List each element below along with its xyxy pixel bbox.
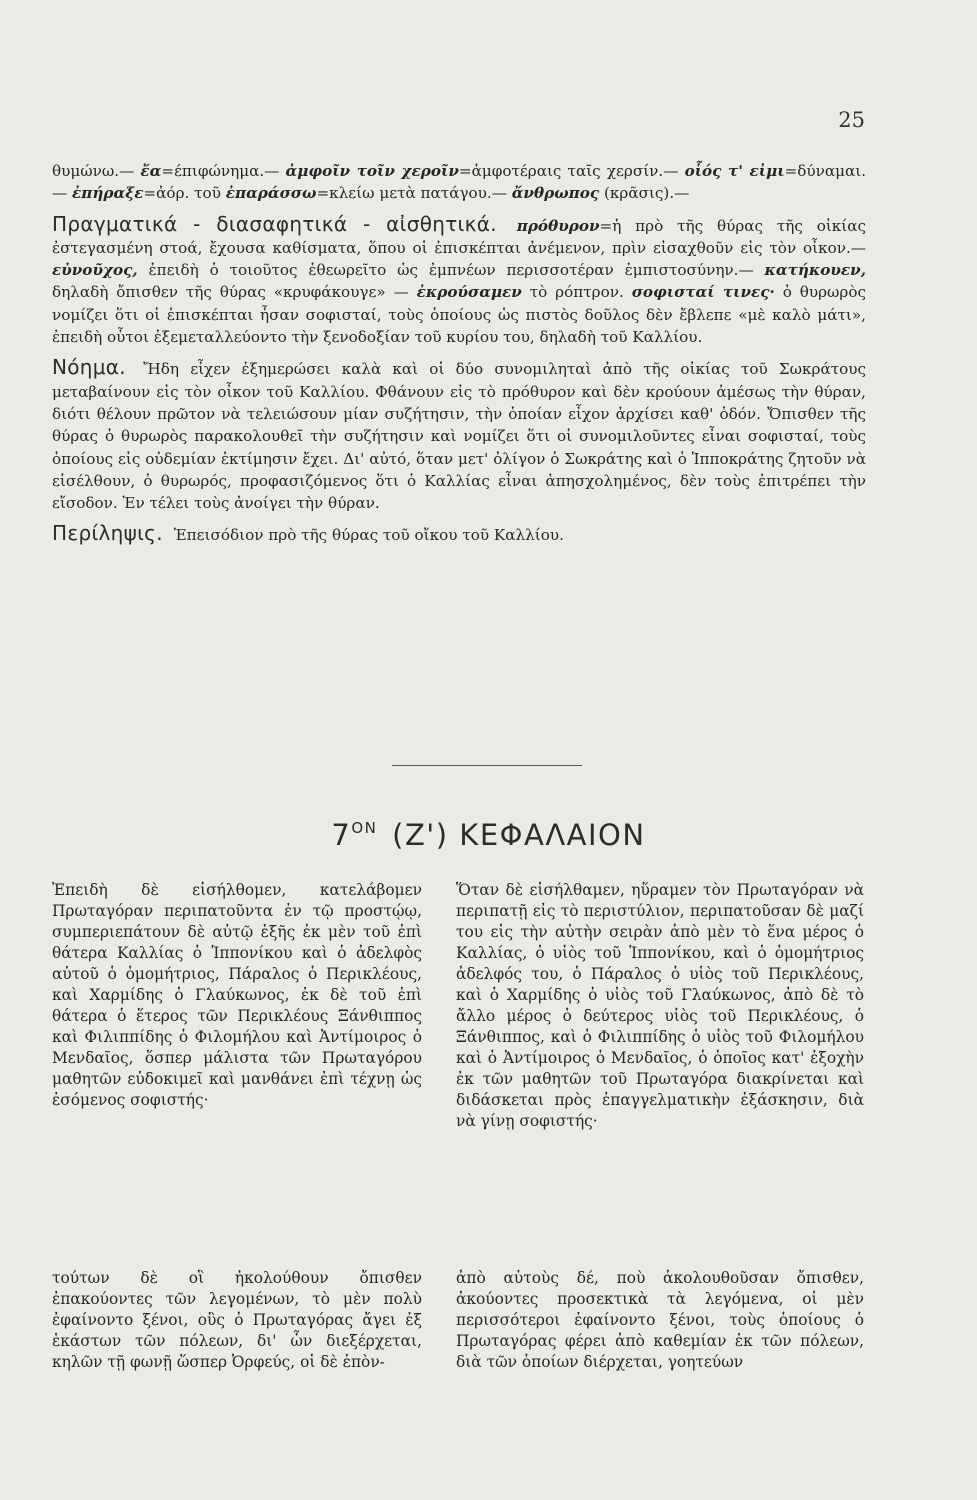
glossary-text: =ἀόρ. τοῦ xyxy=(143,184,221,203)
translation-part2 xyxy=(456,1268,864,1373)
glossary-text: =δύναμαι.— xyxy=(52,162,867,203)
glossary-text: =κλείω μετὰ πατάγου.— xyxy=(316,184,507,203)
glossary-text: (κρᾶσις).— xyxy=(604,184,690,203)
glossary-text: =έπιφώνημα.— xyxy=(161,162,280,180)
noima-heading: Νόημα. xyxy=(52,355,126,380)
note-term: σοφισταί τινες· xyxy=(631,283,775,302)
page-number: 25 xyxy=(838,108,865,132)
original-paragraph: Ἐπειδὴ δὲ εἰσήλθομεν, κατελάβομεν Πρωταγόραν περιπατοῦντα ἐν τῷ προστῴῳ, συμπεριεπάτουν δὲ αὐτῷ ἑξῆς ἐκ μὲν τοῦ ἐπὶ θάτερα Καλλίας ὁ Ἱππονίκου καὶ ὁ ἀδελφὸς αὐτοῦ ὁ ὁμομήτριος, Πάραλος ὁ Περικλέους, καὶ Χαρμίδης ὁ Γλαύκωνος, ἐκ δὲ τοῦ ἐπὶ θάτερα ὁ ἕτερος τῶν Περικλέους Ξάνθιππος καὶ Φιλιππίδης ὁ Φιλομήλου καὶ Ἀντίμοιρος ὁ Μενδαῖος, ὅσπερ μάλιστα τῶν Πρωταγόρου μαθητῶν εὐδοκιμεῖ καὶ μανθάνει ἐπὶ τέχνῃ ὡς ἐσόμενος σοφιστής· xyxy=(52,881,422,1109)
chapter-ordinal-suffix: ΟΝ xyxy=(351,819,378,837)
perilipsis-notes xyxy=(52,522,866,546)
notes-section xyxy=(52,160,866,547)
glossary-term: οἷός τ' εἰμι xyxy=(684,162,785,180)
note-term: πρόθυρον xyxy=(516,216,600,235)
chapter-title xyxy=(0,818,977,852)
pragmatika-notes xyxy=(52,213,866,349)
section-divider xyxy=(392,765,582,766)
glossary-notes xyxy=(52,160,866,205)
perilipsis-heading: Περίληψις. xyxy=(52,521,163,546)
translation-paragraph: ἀπὸ αὐτοὺς δέ, ποὺ ἀκολουθοῦσαν ὄπισθεν, ἀκούοντες προσεκτικὰ τὰ λεγόμενα, οἱ μὲν περισσότεροι ἐφαίνοντο ξένοι, τοὺς ὁποίους ὁ Πρωταγόρας φέρει ἀπὸ καθεμίαν ἐκ τῶν πόλεων, διὰ τῶν ὁποίων διέρχεται, γοητεύων xyxy=(456,1269,864,1371)
note-text: =ἡ πρὸ τῆς θύρας τῆς οἰκίας ἐστεγασμένη στοά, ἔχουσα καθίσματα, ὅπου οἱ ἐπισκέπται ἀνέμενον, πρὶν εἰσαχθοῦν εἰς τὸν οἶκον.— xyxy=(52,216,867,257)
translation-part1 xyxy=(456,880,864,1132)
glossary-term: ἔα xyxy=(140,162,162,180)
note-text: τὸ ρόπτρον. xyxy=(529,283,624,302)
glossary-text: =ἀμφοτέραις ταῖς χερσίν.— xyxy=(458,162,679,180)
noima-notes xyxy=(52,356,866,514)
original-text-part2 xyxy=(52,1268,422,1373)
note-text: ὁ θυρωρὸς νομίζει ὅτι οἱ ἐπισκέπται ἦσαν σοφισταί, τοὺς ὁποίους ὡς πιστὸς δοῦλος δὲν ἔβλεπε «μὲ καλὸ μάτι», ἐπειδὴ οὗτοι ἐξεμεταλλεύοντο τὴν ξενοδοξίαν τοῦ κυρίου του, δηλαδὴ τοῦ Καλλίου. xyxy=(52,283,867,347)
note-text: ἐπειδὴ ὁ τοιοῦτος ἐθεωρεῖτο ὡς ἐμπνέων περισσοτέραν ἐμπιστοσύνην.— xyxy=(148,261,754,280)
glossary-term: ἄνθρωπος xyxy=(511,184,600,203)
original-paragraph: τούτων δὲ οἳ ἠκολούθουν ὄπισθεν ἐπακούοντες τῶν λεγομένων, τὸ μὲν πολὺ ἐφαίνοντο ξένοι, οὓς ὁ Πρωταγόρας ἄγει ἐξ ἑκάστων τῶν πόλεων, δι' ὧν διεξέρχεται, κηλῶν τῇ φωνῇ ὥσπερ Ὀρφεύς, οἱ δὲ ἐπὸν- xyxy=(52,1269,422,1371)
glossary-term: ἀμφοῖν τοῖν χεροῖν xyxy=(285,162,459,180)
perilipsis-text: Ἐπεισόδιον πρὸ τῆς θύρας τοῦ οἴκου τοῦ Καλλίου. xyxy=(173,526,564,545)
note-term: ἐκρούσαμεν xyxy=(416,283,522,302)
noima-text: Ἤδη εἶχεν ἐξημερώσει καλὰ καὶ οἱ δύο συνομιληταὶ ἀπὸ τῆς οἰκίας τοῦ Σωκράτους μεταβαίνουν εἰς τὸν οἶκον τοῦ Καλλίου. Φθάνουν εἰς τὸ πρόθυρον καὶ δὲν κρούουν ἀμέσως τὴν θύραν, διότι θέλουν πρῶτον νὰ τελειώσουν μίαν συζήτησιν, τὴν ὁποίαν εἶχον ἀρχίσει καθ' ὁδόν. Ὄπισθεν τῆς θύρας ὁ θυρωρὸς παρακολουθεῖ τὴν συζήτησιν καὶ νομίζει ὅτι οἱ συνομιλοῦντες εἶναι σοφισταί, τοὺς ὁποίους εἰς οὐδεμίαν ἐκτίμησιν ἔχει. Δι' αὐτό, ὅταν μετ' ὀλίγον ὁ Σωκράτης καὶ ὁ Ἱπποκράτης ζητοῦν νὰ εἰσέλθουν, ὁ θυρωρός, προφασιζόμενος ὅτι ὁ Καλλίας εἶναι ἀπησχολημένος, δὲν τοὺς ἐπιτρέπει τὴν εἴσοδον. Ἐν τέλει τοὺς ἀνοίγει τὴν θύραν. xyxy=(52,360,866,513)
glossary-text: θυμώνω.— xyxy=(52,162,135,180)
glossary-term: ἐπαράσσω xyxy=(225,184,317,203)
note-text: δηλαδὴ ὄπισθεν τῆς θύρας «κρυφάκουγε» — xyxy=(52,283,409,302)
note-term: κατήκουεν, xyxy=(764,261,866,280)
chapter-number: 7 xyxy=(331,818,352,852)
original-text-part1 xyxy=(52,880,422,1111)
translation-paragraph: Ὅταν δὲ εἰσήλθαμεν, ηὕραμεν τὸν Πρωταγόραν νὰ περιπατῇ εἰς τὸ περιστύλιον, περιπατοῦσαν δὲ μαζί του εἰς τὴν αὐτὴν σειρὰν ἀπὸ μὲν τὸ ἕνα μέρος ὁ Καλλίας, ὁ υἱὸς τοῦ Ἱππονίκου, καὶ ὁ ὁμομήτριος ἀδελφός του, ὁ Πάραλος ὁ υἱὸς τοῦ Περικλέους, καὶ ὁ Χαρμίδης ὁ υἱὸς τοῦ Γλαύκωνος, ἀπὸ δὲ τὸ ἄλλο μέρος ὁ δεύτερος υἱὸς τοῦ Περικλέους, ὁ Ξάνθιππος, καὶ ὁ Φιλιππίδης ὁ υἱὸς τοῦ Φιλομήλου καὶ ὁ Ἀντίμοιρος ὁ Μενδαῖος, ὁ ὁποῖος κατ' ἐξοχὴν ἐκ τῶν μαθητῶν τοῦ Πρωταγόρα διακρίνεται καὶ διδάσκεται πρὸς ἐπαγγελματικὴν ἐξάσκησιν, διὰ νὰ γίνῃ σοφιστής· xyxy=(456,881,864,1130)
pragmatika-heading: Πραγματικά - διασαφητικά - αἰσθητικά. xyxy=(52,211,497,236)
note-term: εὐνοῦχος, xyxy=(52,261,138,280)
chapter-heading-text: (Ζ') ΚΕΦΑΛΑΙΟΝ xyxy=(392,818,646,852)
glossary-term: ἐπήραξε xyxy=(72,184,144,203)
